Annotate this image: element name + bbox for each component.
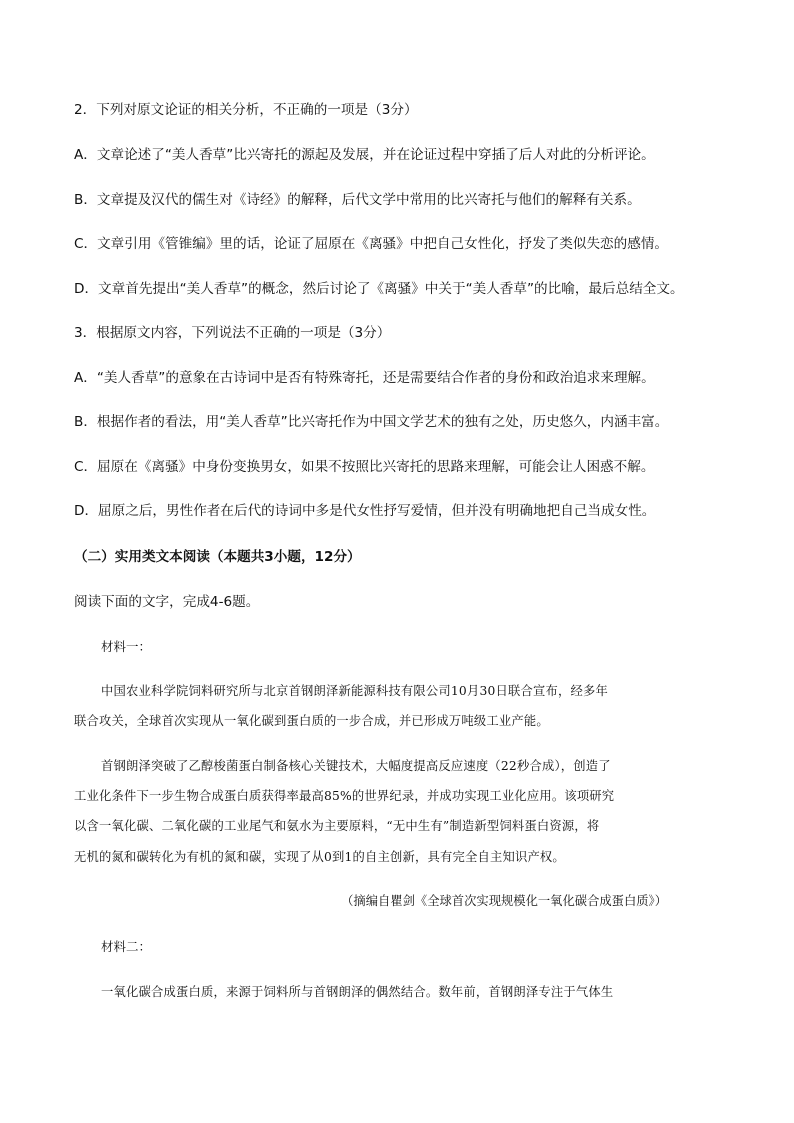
- material-1-label: 材料一：: [101, 639, 152, 654]
- material-1-source: （摘编自瞿剑《全球首次实现规模化一氧化碳合成蛋白质》）: [341, 894, 667, 908]
- question-2-option-b: B．文章提及汉代的儒生对《诗经》的解释，后代文学中常用的比兴寄托与他们的解释有关系。: [74, 192, 641, 208]
- material-2-paragraph-1-line-1: 一氧化碳合成蛋白质，来源于饲料所与首钢朗泽的偶然结合。数年前，首钢朗泽专注于气体生: [101, 985, 614, 999]
- question-3-option-b: B．根据作者的看法，用“美人香草”比兴寄托作为中国文学艺术的独有之处，历史悠久，内涵丰富。: [74, 414, 669, 430]
- question-2-option-d: D．文章首先提出“美人香草”的概念，然后讨论了《离骚》中关于“美人香草”的比喻，最后总结全文。: [74, 281, 684, 297]
- question-2-stem: 2．下列对原文论证的相关分析，不正确的一项是（3分）: [74, 102, 418, 118]
- question-3-option-c: C．屈原在《离骚》中身份变换男女，如果不按照比兴寄托的思路来理解，可能会让人困惑不解。: [74, 459, 655, 475]
- section-instruction: 阅读下面的文字，完成4-6题。: [74, 594, 260, 610]
- material-1-paragraph-2-line-2: 工业化条件下一步生物合成蛋白质获得率最高85%的世界纪录，并成功实现工业化应用。该项研究: [74, 789, 615, 803]
- section-heading: （二）实用类文本阅读（本题共3小题，12分）: [74, 549, 361, 565]
- material-1-paragraph-2-line-3: 以含一氧化碳、二氧化碳的工业尾气和氨水为主要原料，“无中生有”制造新型饲料蛋白资源，将: [74, 819, 600, 833]
- question-3-option-d: D．屈原之后，男性作者在后代的诗词中多是代女性抒写爱情，但并没有明确地把自己当成女性。: [74, 503, 656, 519]
- question-3-option-a: A．“美人香草”的意象在古诗词中是否有特殊寄托，还是需要结合作者的身份和政治追求来理解。: [74, 370, 655, 386]
- material-1-paragraph-1-line-2: 联合攻关，全球首次实现从一氧化碳到蛋白质的一步合成，并已形成万吨级工业产能。: [74, 714, 549, 728]
- question-3-stem: 3．根据原文内容，下列说法不正确的一项是（3分）: [74, 325, 391, 341]
- material-1-paragraph-1-line-1: 中国农业科学院饲料研究所与北京首钢朗泽新能源科技有限公司10月30日联合宣布，经多年: [101, 684, 608, 698]
- material-2-label: 材料二：: [101, 939, 152, 954]
- question-2-option-c: C．文章引用《管锥编》里的话，论证了屈原在《离骚》中把自己女性化，抒发了类似失恋的感情。: [74, 236, 669, 252]
- question-2-option-a: A．文章论述了“美人香草”比兴寄托的源起及发展，并在论证过程中穿插了后人对此的分析评论。: [74, 147, 655, 163]
- material-1-paragraph-2-line-1: 首钢朗泽突破了乙醇梭菌蛋白制备核心关键技术，大幅度提高反应速度（22秒合成），创造了: [101, 759, 611, 773]
- material-1-paragraph-2-line-4: 无机的氮和碳转化为有机的氮和碳，实现了从0到1的自主创新，具有完全自主知识产权。: [74, 850, 565, 864]
